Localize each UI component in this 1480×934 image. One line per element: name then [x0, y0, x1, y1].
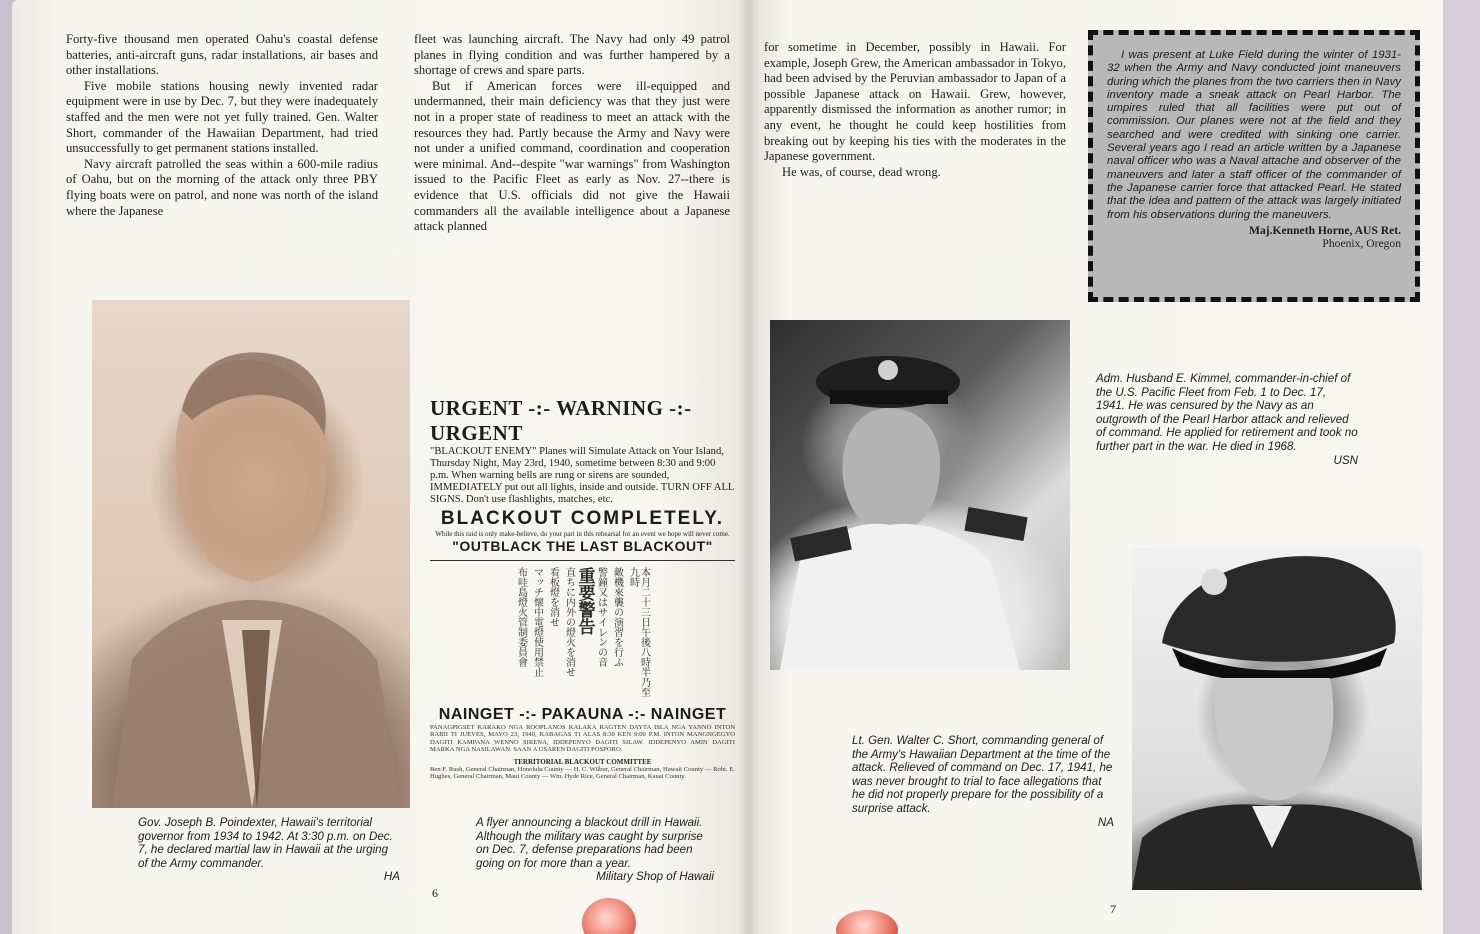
background-edge	[1443, 0, 1480, 934]
paragraph: fleet was launching aircraft. The Navy had only 49 patrol planes in flying condition and was further hampered by a shortage of crews and spare parts.	[414, 32, 730, 78]
reader-recollection-box	[1088, 30, 1420, 302]
photo-credit: NA	[1097, 815, 1114, 829]
japanese-text-column: 警鐘又はサイレンの音	[595, 567, 607, 667]
page-number-right: 7	[1110, 902, 1116, 916]
paragraph: Five mobile stations housing newly invented radar equipment were in use by Dec. 7, but they were inadequately staffed and the men were not yet fully trained. Gen. Walter Short, commander of the Hawaiian Department, had tried unsuccessfully to get permanent stations installed.	[66, 78, 378, 156]
flyer-caption	[476, 816, 714, 884]
recollection-author: Maj.Kenneth Horne, AUS Ret.	[1249, 223, 1401, 237]
paragraph: Navy aircraft patrolled the seas within a 600-mile radius of Oahu, but on the morning of the attack only three PBY flying boats were on patrol, and none was north of the island where the Japanese	[66, 156, 378, 218]
kimmel-portrait-photo	[770, 320, 1070, 670]
portrait-silhouette	[1132, 548, 1422, 890]
poindexter-portrait-photo	[92, 300, 410, 808]
article-column-2	[414, 32, 730, 235]
japanese-text-column: 本月二十三日午後八時半乃至九時	[627, 567, 650, 697]
photo-credit: Military Shop of Hawaii	[596, 870, 714, 884]
portrait-silhouette	[92, 300, 410, 808]
page-number-left: 6	[432, 886, 438, 900]
photo-credit: HA	[383, 870, 400, 884]
poindexter-caption	[138, 816, 400, 884]
article-column-3	[764, 40, 1066, 180]
flyer-body: "BLACKOUT ENEMY" Planes will Simulate Attack on Your Island, Thursday Night, May 23rd, 1940, sometime between 8:30 and 9:00 p.m. When warning bells are rung or sirens are sounded, IMMEDIATELY put out all lights, inside and outside. TURN OFF ALL SIGNS. Don't use flashlights, matches, etc.	[430, 446, 734, 505]
blackout-flyer	[430, 396, 735, 836]
japanese-text-column: マッチ懐中電燈使用禁止	[531, 567, 543, 677]
article-column-1	[66, 32, 378, 219]
caption-text: Lt. Gen. Walter C. Short, commanding general of the Army's Hawaiian Department at the time of the attack. Relieved of command on Dec. 17, 1941, he was never brought to trial to face allegations that he did not properly prepare for the possibility of a surprise attack.	[852, 734, 1113, 815]
flyer-committee: TERRITORIAL BLACKOUT COMMITTEE	[513, 757, 652, 766]
flyer-blackout-heading: BLACKOUT COMPLETELY.	[440, 508, 725, 529]
caption-text: Adm. Husband E. Kimmel, commander-in-chief of the U.S. Pacific Fleet from Feb. 1 to Dec. 17, 1941. He was censured by the Navy as an outgrowth of the Pearl Harbor attack and relieved of command. He applied for retirement and took no further part in the war. He died in 1968.	[1096, 372, 1358, 453]
short-caption	[852, 734, 1114, 829]
photo-credit: USN	[1333, 453, 1358, 467]
ilocano-text: PANAGPIGSET KARAKO NGA ROOPLANOS KALAKA RAGTEN DAYTA ISLA NGA YANNO INTON RABII TI JUEVES, MAYO 23, 1940, KABAGAS TI ALAS 8:30 KEN 9:00 P.M. INTON MANGNGEGYO DAGITI KAMPANA WENNO SIRENA, IDDEPENYO DAGITI SILAW. IDDEPENYO AMIN DAGITI MARKA NGA NASILAWAN. SAAN A USAREN DAGITI POSPORO.	[430, 724, 735, 754]
japanese-committee-name: 布哇島燈火管制委員會	[515, 567, 527, 667]
ilocano-headline: NAINGET -:- PAKAUNA -:- NAINGET	[438, 706, 727, 723]
flyer-headline: URGENT -:- WARNING -:- URGENT	[430, 396, 692, 445]
paragraph: Forty-five thousand men operated Oahu's coastal defense batteries, anti-aircraft guns, radar installations, air bases and other installations.	[66, 32, 378, 78]
japanese-notice	[430, 560, 735, 700]
page-gutter	[738, 0, 760, 934]
caption-text: Gov. Joseph B. Poindexter, Hawaii's territorial governor from 1934 to 1942. At 3:30 p.m. on Dec. 7, he declared martial law in Hawaii at the urging of the Army commander.	[138, 816, 393, 870]
recollection-text: I was present at Luke Field during the winter of 1931-32 when the Army and Navy conducted joint maneuvers during which the planes from the two carriers then in Navy inventory made a sneak attack on Pearl Harbor. The umpires ruled that all facilities were put out of commission. Our planes were not at the field and they searched and were credited with sinking one carrier. Several years ago I read an article written by a Japanese naval officer who was a Naval attache and observer of the maneuvers and later a staff officer of the commander of the Japanese carrier force that attacked Pearl. He stated that the idea and pattern of the attack was largely initiated from his observations during the maneuvers.	[1107, 49, 1401, 221]
japanese-text-column: 直ちに内外の燈火を消せ	[563, 567, 575, 677]
paragraph: But if American forces were ill-equipped and undermanned, their main deficiency was that they just were not in a proper state of readiness to meet an attack with the resources they had. Partly because the Army and Navy were not under a unified command, coordination and cooperation were minimal. And--despite "war warnings" from Washington issued to the Pacific Fleet as early as Nov. 27--there is evidence that U.S. officials did not give the Hawaii commanders all the available intelligence about a Japanese attack planned	[414, 78, 730, 234]
japanese-text-column: 看板燈を消せ	[547, 567, 559, 627]
recollection-location: Phoenix, Oregon	[1322, 236, 1401, 250]
short-portrait-photo	[1132, 548, 1422, 890]
flyer-slogan: "OUTBLACK THE LAST BLACKOUT"	[452, 538, 713, 554]
japanese-text-column: 敵機來襲の演習を行ふ	[611, 567, 623, 667]
flyer-note: While this raid is only make-believe, do your part in this rehearsal for an event we hope will never come.	[435, 530, 730, 538]
kimmel-caption	[1096, 372, 1358, 467]
paragraph: He was, of course, dead wrong.	[782, 164, 941, 179]
japanese-title: 重要警告	[575, 567, 595, 635]
caption-text: A flyer announcing a blackout drill in Hawaii. Although the military was caught by surprise on Dec. 7, defense preparations had been going on for more than a year.	[476, 816, 703, 870]
paragraph: for sometime in December, possibly in Hawaii. For example, Joseph Grew, the American ambassador in Tokyo, had been advised by the Peruvian ambassador to Japan of a possible Japanese attack on Hawaii. Grew, however, apparently dismissed the information as another rumor; in any event, he thought he could keep hostilities from breaking out by keeping his ties with the moderates in the Japanese government.	[764, 40, 1066, 164]
portrait-silhouette	[770, 320, 1070, 670]
flyer-signatories: Ben F. Rush, General Chairman, Honolulu County — H. C. Wilbur, General Chairman, Hawaii County — Robt. E. Hughes, General Chairman, Maui County — Wm. Hyde Rice, General Chairman, Kauai County.	[430, 765, 735, 781]
